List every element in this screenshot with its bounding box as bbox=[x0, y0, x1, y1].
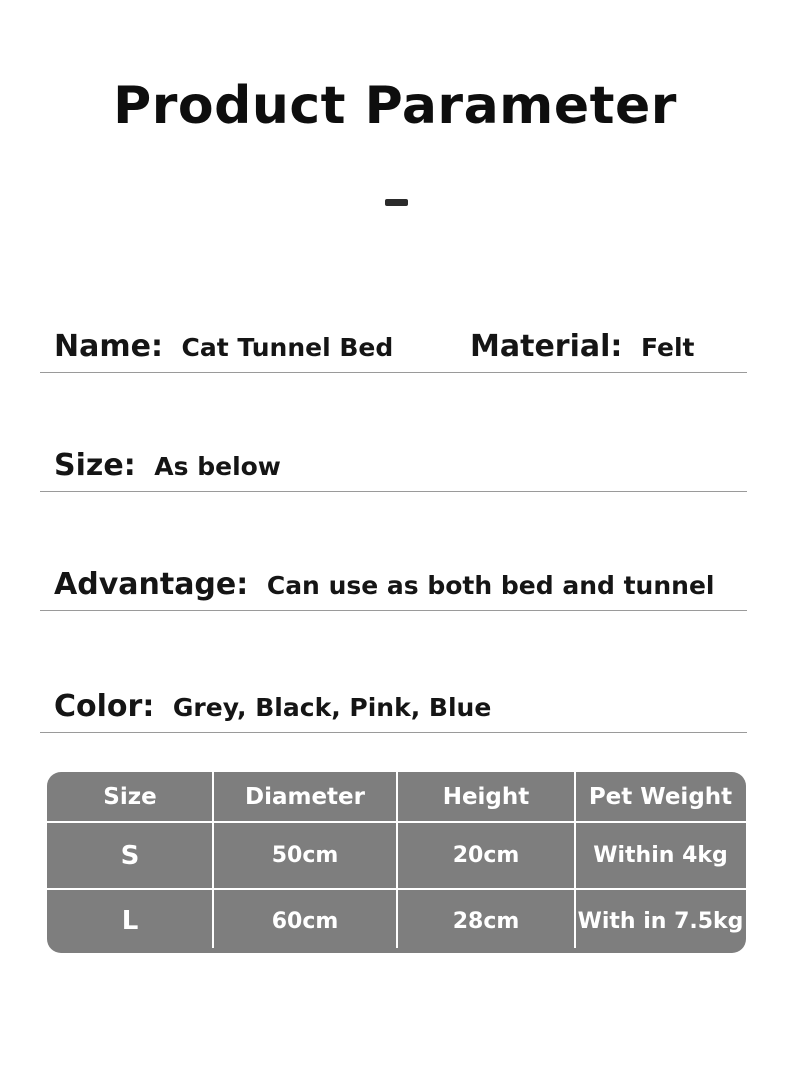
name-value: Cat Tunnel Bed bbox=[181, 333, 394, 362]
material-field bbox=[470, 329, 695, 364]
table-column-divider bbox=[212, 772, 214, 948]
table-row-l-height: 28cm bbox=[452, 908, 520, 934]
advantage-field bbox=[54, 567, 715, 602]
table-column-divider bbox=[396, 772, 398, 948]
table-row-divider bbox=[47, 821, 746, 823]
title-dash bbox=[385, 199, 408, 206]
advantage-row bbox=[40, 554, 747, 611]
color-label: Color: bbox=[54, 689, 155, 724]
color-field bbox=[54, 689, 492, 724]
name-label: Name: bbox=[54, 329, 163, 364]
advantage-label: Advantage: bbox=[54, 567, 249, 602]
size-table bbox=[47, 772, 746, 953]
size-table-header-diameter: Diameter bbox=[245, 784, 365, 810]
table-row-s-height: 20cm bbox=[452, 843, 520, 868]
size-row bbox=[40, 435, 747, 492]
name-material-row bbox=[40, 316, 747, 373]
table-row-l-diameter: 60cm bbox=[271, 908, 339, 934]
page-title: Product Parameter bbox=[113, 76, 677, 136]
name-field bbox=[54, 329, 394, 364]
color-value: Grey, Black, Pink, Blue bbox=[172, 693, 492, 722]
table-row-l-size: L bbox=[121, 906, 139, 936]
size-value: As below bbox=[154, 452, 281, 481]
table-row-s-pet-weight: Within 4kg bbox=[593, 843, 728, 868]
table-row-divider bbox=[47, 888, 746, 890]
table-row-s-diameter: 50cm bbox=[271, 843, 339, 868]
table-row-l-pet-weight: With in 7.5kg bbox=[577, 908, 744, 934]
material-label: Material: bbox=[470, 329, 623, 364]
size-field bbox=[54, 448, 281, 483]
size-table-header-size: Size bbox=[103, 784, 157, 810]
size-label: Size: bbox=[54, 448, 136, 483]
table-column-divider bbox=[574, 772, 576, 948]
table-row-s-size: S bbox=[120, 840, 140, 871]
advantage-value: Can use as both bed and tunnel bbox=[266, 571, 715, 600]
size-table-header-pet-weight: Pet Weight bbox=[588, 784, 733, 810]
size-table-header-height: Height bbox=[442, 784, 530, 810]
color-row bbox=[40, 676, 747, 733]
material-value: Felt bbox=[640, 333, 695, 362]
